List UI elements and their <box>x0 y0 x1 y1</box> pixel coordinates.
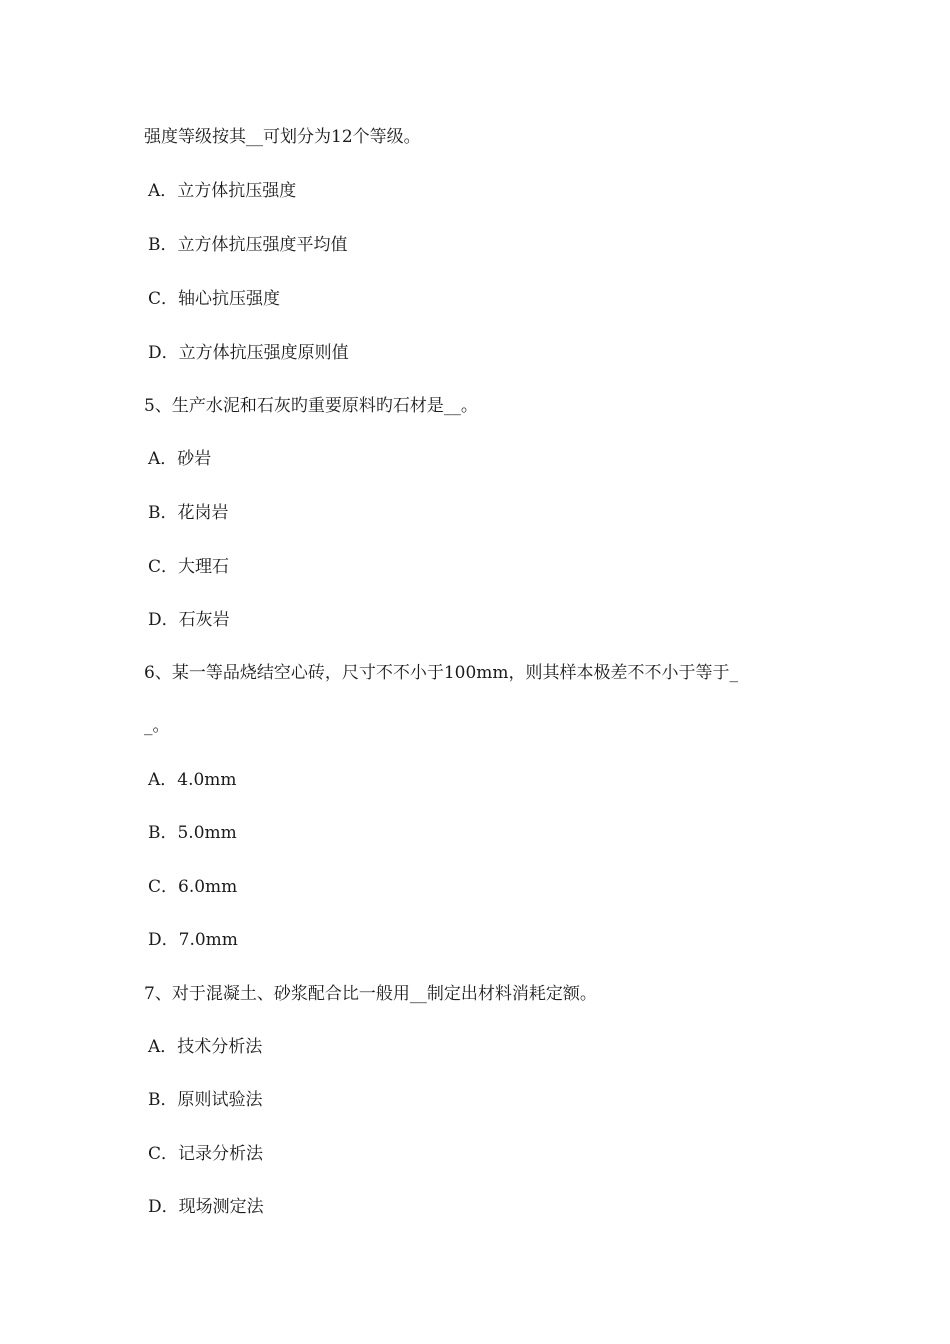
option-c: C．6.0mm <box>148 877 238 897</box>
option-d: D．7.0mm <box>148 930 238 950</box>
option-b: B．原则试验法 <box>148 1090 263 1110</box>
option-b: B．立方体抗压强度平均值 <box>148 235 348 255</box>
option-d: D．现场测定法 <box>148 1197 264 1217</box>
option-a: A．技术分析法 <box>148 1037 263 1057</box>
question-5-stem: 5、生产水泥和石灰旳重要原料旳石材是__。 <box>144 396 478 416</box>
option-b: B．花岗岩 <box>148 503 229 523</box>
option-d: D．立方体抗压强度原则值 <box>148 343 349 363</box>
option-b: B．5.0mm <box>148 823 237 843</box>
option-c: C．轴心抗压强度 <box>148 289 281 309</box>
question-stem-prev: 强度等级按其__可划分为12个等级。 <box>144 127 421 147</box>
option-c: C．大理石 <box>148 557 230 577</box>
question-6-stem-line1: 6、某一等品烧结空心砖，尺寸不不小于100mm，则其样本极差不不小于等于_ <box>144 663 739 683</box>
option-a: A．4.0mm <box>148 770 237 790</box>
question-7-stem: 7、对于混凝土、砂浆配合比一般用__制定出材料消耗定额。 <box>144 984 597 1004</box>
option-a: A．立方体抗压强度 <box>148 181 297 201</box>
option-a: A．砂岩 <box>148 449 212 469</box>
option-d: D．石灰岩 <box>148 610 230 630</box>
question-6-stem-line2: _。 <box>144 716 170 736</box>
option-c: C．记录分析法 <box>148 1144 264 1164</box>
